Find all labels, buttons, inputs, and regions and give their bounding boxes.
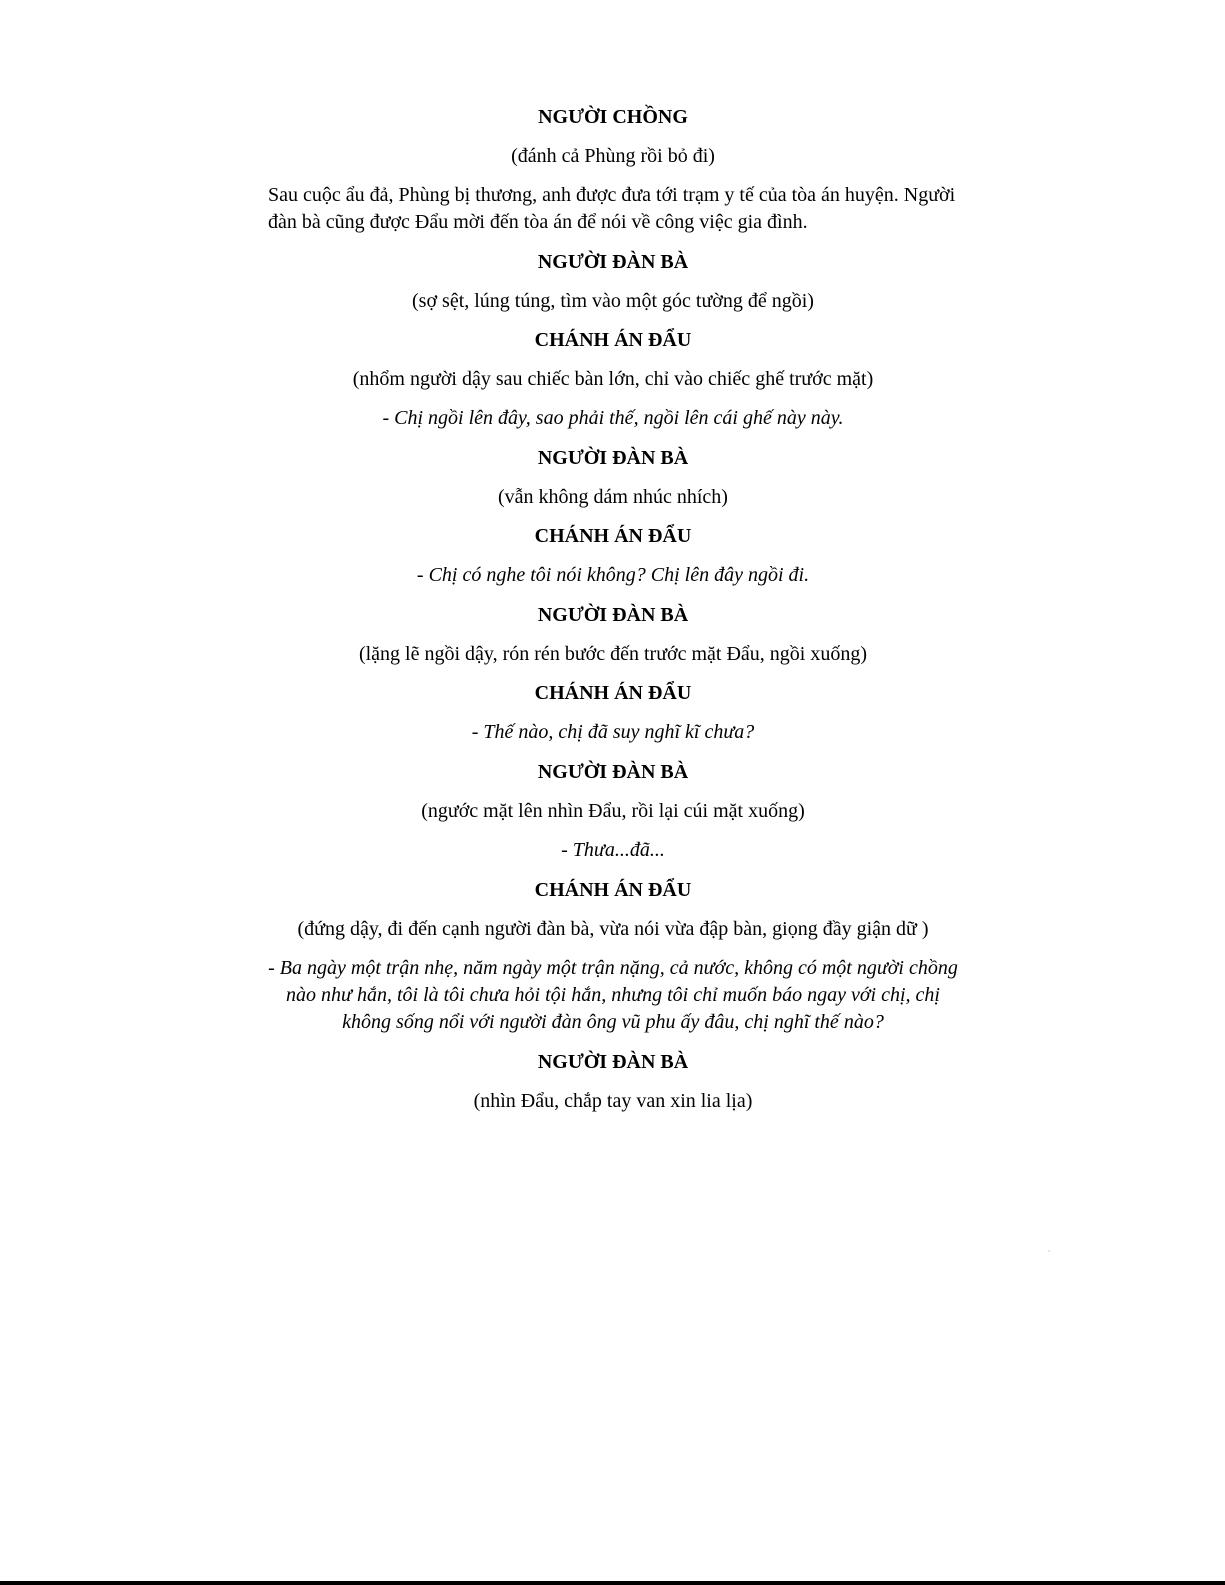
speaker-name: CHÁNH ÁN ĐẨU xyxy=(534,525,692,547)
script-body xyxy=(268,104,958,1127)
speaker-name: NGƯỜI ĐÀN BÀ xyxy=(537,1051,689,1073)
scan-speck xyxy=(1048,1250,1050,1252)
stage-direction: (sợ sệt, lúng túng, tìm vào một góc tường để ngồi) xyxy=(412,290,814,312)
dialogue-line: - Ba ngày một trận nhẹ, năm ngày một trận nặng, cả nước, không có một người chồng nào như hắn, tôi là tôi chưa hỏi tội hắn, nhưng tôi chỉ muốn báo ngay với chị, chị không sống nổi với người đàn ông vũ phu ấy đâu, chị nghĩ thế nào? xyxy=(268,957,958,1033)
stage-direction: (nhìn Đẩu, chắp tay van xin lia lịa) xyxy=(473,1090,753,1112)
speaker-name: NGƯỜI CHỒNG xyxy=(538,106,688,128)
stage-direction: (đánh cả Phùng rồi bỏ đi) xyxy=(511,145,715,167)
stage-direction: (ngước mặt lên nhìn Đẩu, rồi lại cúi mặt xuống) xyxy=(421,800,805,822)
speaker-name: NGƯỜI ĐÀN BÀ xyxy=(537,251,689,273)
dialogue-line: - Chị có nghe tôi nói không? Chị lên đây ngồi đi. xyxy=(416,564,810,586)
bottom-border xyxy=(0,1581,1225,1585)
stage-direction: (nhổm người dậy sau chiếc bàn lớn, chỉ vào chiếc ghế trước mặt) xyxy=(352,368,874,390)
speaker-name: CHÁNH ÁN ĐẨU xyxy=(534,879,692,901)
dialogue-line: - Thưa...đã... xyxy=(561,839,665,861)
dialogue-line: - Thế nào, chị đã suy nghĩ kĩ chưa? xyxy=(471,721,755,743)
stage-direction: (vẫn không dám nhúc nhích) xyxy=(498,486,728,508)
speaker-name: NGƯỜI ĐÀN BÀ xyxy=(537,604,689,626)
stage-direction: (lặng lẽ ngồi dậy, rón rén bước đến trước mặt Đẩu, ngồi xuống) xyxy=(358,643,868,665)
speaker-name: NGƯỜI ĐÀN BÀ xyxy=(537,761,689,783)
speaker-name: CHÁNH ÁN ĐẨU xyxy=(534,329,692,351)
narration-paragraph: Sau cuộc ẩu đả, Phùng bị thương, anh được đưa tới trạm y tế của tòa án huyện. Người đàn bà cũng được Đẩu mời đến tòa án để nói về công việc gia đình. xyxy=(268,184,956,233)
dialogue-line: - Chị ngồi lên đây, sao phải thế, ngồi lên cái ghế này này. xyxy=(382,407,844,429)
speaker-name: CHÁNH ÁN ĐẨU xyxy=(534,682,692,704)
speaker-name: NGƯỜI ĐÀN BÀ xyxy=(537,447,689,469)
stage-direction: (đứng dậy, đi đến cạnh người đàn bà, vừa nói vừa đập bàn, giọng đầy giận dữ ) xyxy=(297,918,929,940)
